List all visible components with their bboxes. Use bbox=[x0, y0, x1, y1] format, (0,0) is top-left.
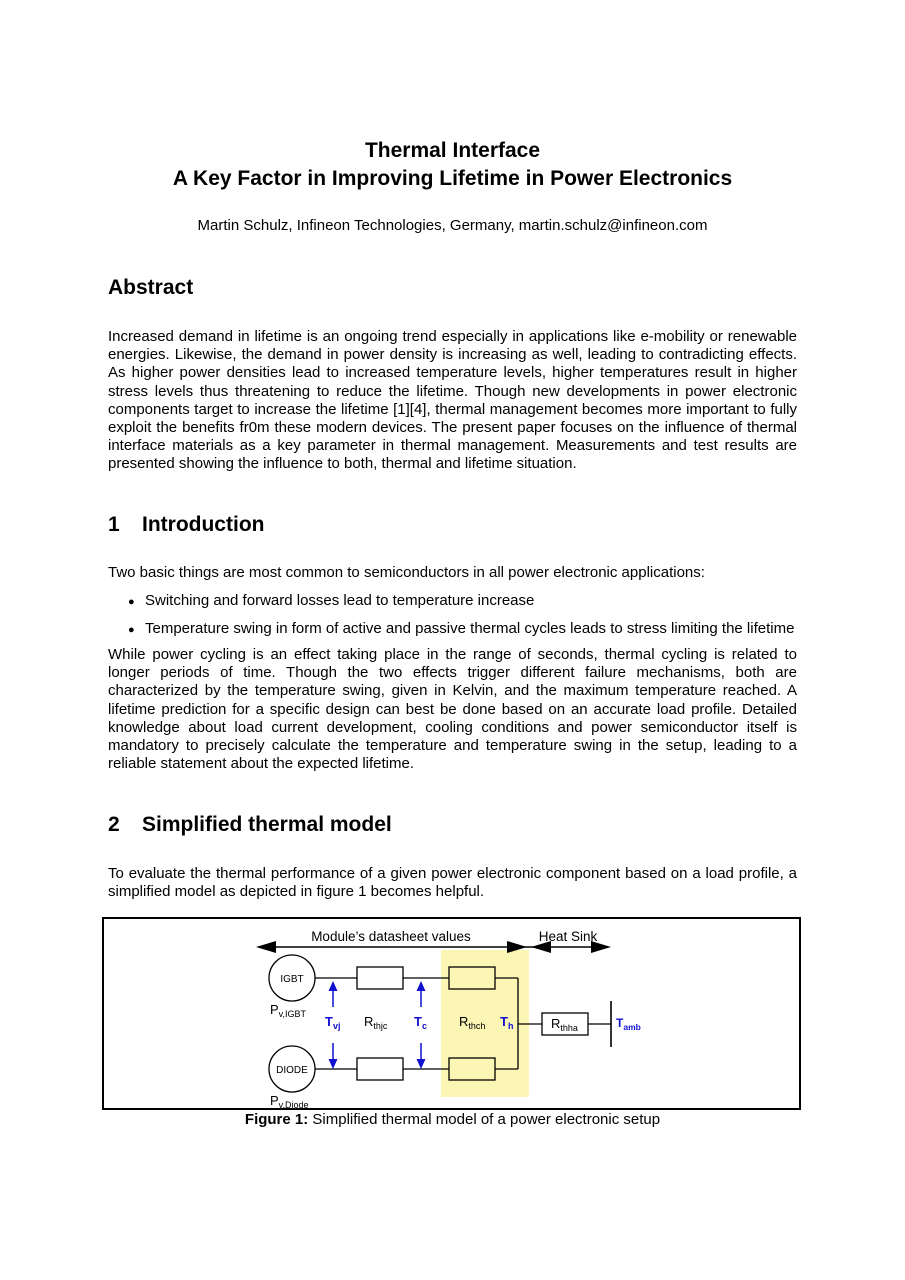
arrow-down-icon bbox=[329, 1059, 338, 1069]
bullet-item bbox=[128, 592, 808, 611]
figure-1 bbox=[102, 917, 801, 1110]
section-title: Introduction bbox=[142, 513, 265, 536]
author-line: Martin Schulz, Infineon Technologies, Germany, martin.schulz@infineon.com bbox=[197, 217, 708, 234]
abstract-text: Increased demand in lifetime is an ongoing trend especially in applications like e-mobility or renewable energies. Likewise, the demand in power density is increasing as well, leading to contradicting effects. As higher power densities lead to increased temperature levels, higher temperatures result in higher stress levels thus threatening to reduce the lifetime. Though new developments in power electronic components target to increase the lifetime [1][4], thermal management becomes more important to fully exploit the benefits fr0m these modern devices. The present paper focuses on the influence of thermal interface materials as a key parameter in thermal management. Measurements and test results are presented showing the influence to both, thermal and lifetime situation. bbox=[108, 328, 797, 473]
arrow-up-icon bbox=[417, 981, 426, 991]
arrow-left-icon bbox=[256, 941, 276, 953]
section-2-heading bbox=[108, 813, 392, 837]
section-1-heading bbox=[108, 513, 264, 537]
th-label: $T_h$ bbox=[500, 1014, 514, 1031]
tamb-label: $T_{amb}$ bbox=[616, 1016, 641, 1032]
section-1-intro: Two basic things are most common to semiconductors in all power electronic applications: bbox=[108, 564, 705, 581]
section-number: 2 bbox=[108, 813, 120, 836]
arrow-down-icon bbox=[417, 1059, 426, 1069]
datasheet-label: Module’s datasheet values bbox=[311, 929, 471, 944]
abstract-heading: Abstract bbox=[108, 276, 194, 299]
diode-label: DIODE bbox=[276, 1065, 308, 1076]
section-title: Simplified thermal model bbox=[142, 813, 392, 836]
section-2-text: To evaluate the thermal performance of a given power electronic component based on a load profile, a simplified model as depicted in figure 1 becomes helpful. bbox=[108, 865, 797, 901]
arrow-up-icon bbox=[329, 981, 338, 991]
rthch-label: $R_{thch}$ bbox=[459, 1014, 486, 1031]
paper-title-line2: A Key Factor in Improving Lifetime in Power Electronics bbox=[172, 167, 733, 190]
caption-text: Simplified thermal model of a power electronic setup bbox=[308, 1111, 661, 1128]
tvj-label: $T_{vj}$ bbox=[325, 1014, 341, 1031]
pv-igbt-label: $P_{v,IGBT}$ bbox=[270, 1002, 307, 1019]
caption-label: Figure 1: bbox=[244, 1111, 309, 1128]
rthjc-label: $R_{thjc}$ bbox=[364, 1014, 388, 1031]
figure-caption bbox=[0, 1111, 905, 1128]
section-1-text: While power cycling is an effect taking place in the range of seconds, thermal cycling is related to longer periods of time. Though the two effects trigger different failure mechanisms, both are characterized by the temperature swing, given in Kelvin, and the maximum temperature reached. A lifetime prediction for a specific design can best be done based on an accurate load profile. Detailed knowledge about load current development, cooling conditions and power semiconductor itself is mandatory to precisely calculate the temperature and temperature swing in the setup, leading to a reliable statement about the expected lifetime. bbox=[108, 646, 797, 773]
bullet-item bbox=[128, 620, 808, 639]
rthjc-resistor-top bbox=[357, 967, 403, 989]
paper-title-line1: Thermal Interface bbox=[364, 139, 541, 162]
section-number: 1 bbox=[108, 513, 120, 536]
thermal-model-diagram bbox=[104, 919, 803, 1112]
heatsink-label: Heat Sink bbox=[538, 929, 598, 944]
rthha-label: $R_{thha}$ bbox=[551, 1016, 578, 1033]
bullet-icon: ● bbox=[128, 624, 135, 636]
bullet-text: Switching and forward losses lead to temperature increase bbox=[145, 592, 535, 609]
tc-label: $T_c$ bbox=[414, 1014, 427, 1031]
pv-diode-label: $P_{v,Diode}$ bbox=[270, 1093, 309, 1110]
igbt-label: IGBT bbox=[280, 974, 304, 985]
bullet-icon: ● bbox=[128, 596, 135, 608]
bullet-text: Temperature swing in form of active and passive thermal cycles leads to stress limiting the lifetime bbox=[145, 620, 795, 637]
rthjc-resistor-bottom bbox=[357, 1058, 403, 1080]
